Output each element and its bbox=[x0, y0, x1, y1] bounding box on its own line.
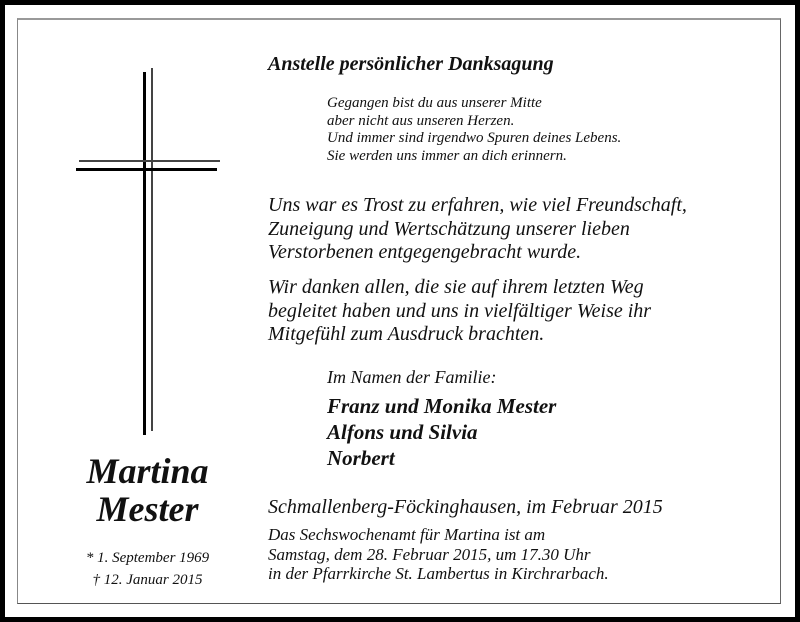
paragraph-line: begleitet haben und uns in vielfältiger Weise ihr bbox=[268, 299, 652, 322]
paragraph-line: Uns war es Trost zu erfahren, wie viel Freundschaft, bbox=[268, 194, 687, 216]
thanks-paragraph-1 bbox=[268, 194, 687, 265]
thanks-paragraph-2 bbox=[268, 276, 651, 347]
cross-vertical-thick bbox=[143, 72, 146, 435]
family-name: Norbert bbox=[327, 446, 395, 470]
paragraph-line: Wir danken allen, die sie auf ihrem letzten Weg bbox=[268, 276, 644, 298]
cross-vertical-thin bbox=[151, 68, 153, 431]
memorial-notice bbox=[268, 525, 609, 584]
death-date: † 12. Januar 2015 bbox=[92, 572, 203, 588]
life-dates bbox=[60, 547, 235, 591]
paragraph-line: Mitgefühl zum Ausdruck brachten. bbox=[268, 323, 545, 345]
cross-horizontal-thin bbox=[79, 160, 220, 162]
family-intro: Im Namen der Familie: bbox=[327, 367, 497, 387]
family-name: Franz und Monika Mester bbox=[327, 394, 557, 418]
family-name: Alfons und Silvia bbox=[327, 420, 478, 444]
birth-date: * 1. September 1969 bbox=[85, 550, 210, 566]
family-names bbox=[327, 393, 556, 471]
place-date: Schmallenberg-Föckinghausen, im Februar 2015 bbox=[268, 496, 663, 518]
paragraph-line: Verstorbenen entgegengebracht wurde. bbox=[268, 241, 582, 263]
deceased-name bbox=[60, 452, 235, 528]
deceased-first-name: Martina bbox=[86, 451, 209, 491]
poem-line: aber nicht aus unseren Herzen. bbox=[327, 112, 515, 129]
notice-line: in der Pfarrkirche St. Lambertus in Kirchrarbach. bbox=[268, 564, 609, 583]
poem-line: Sie werden uns immer an dich erinnern. bbox=[327, 147, 567, 164]
paragraph-line: Zuneigung und Wertschätzung unserer lieben bbox=[268, 217, 630, 240]
cross-horizontal-thick bbox=[76, 168, 217, 171]
poem-line: Gegangen bist du aus unserer Mitte bbox=[327, 95, 542, 111]
heading: Anstelle persönlicher Danksagung bbox=[268, 53, 554, 75]
deceased-last-name: Mester bbox=[96, 489, 199, 529]
poem bbox=[327, 95, 621, 165]
notice-line: Samstag, dem 28. Februar 2015, um 17.30 Uhr bbox=[268, 544, 591, 564]
poem-line: Und immer sind irgendwo Spuren deines Lebens. bbox=[327, 130, 622, 146]
notice-line: Das Sechswochenamt für Martina ist am bbox=[268, 525, 546, 544]
